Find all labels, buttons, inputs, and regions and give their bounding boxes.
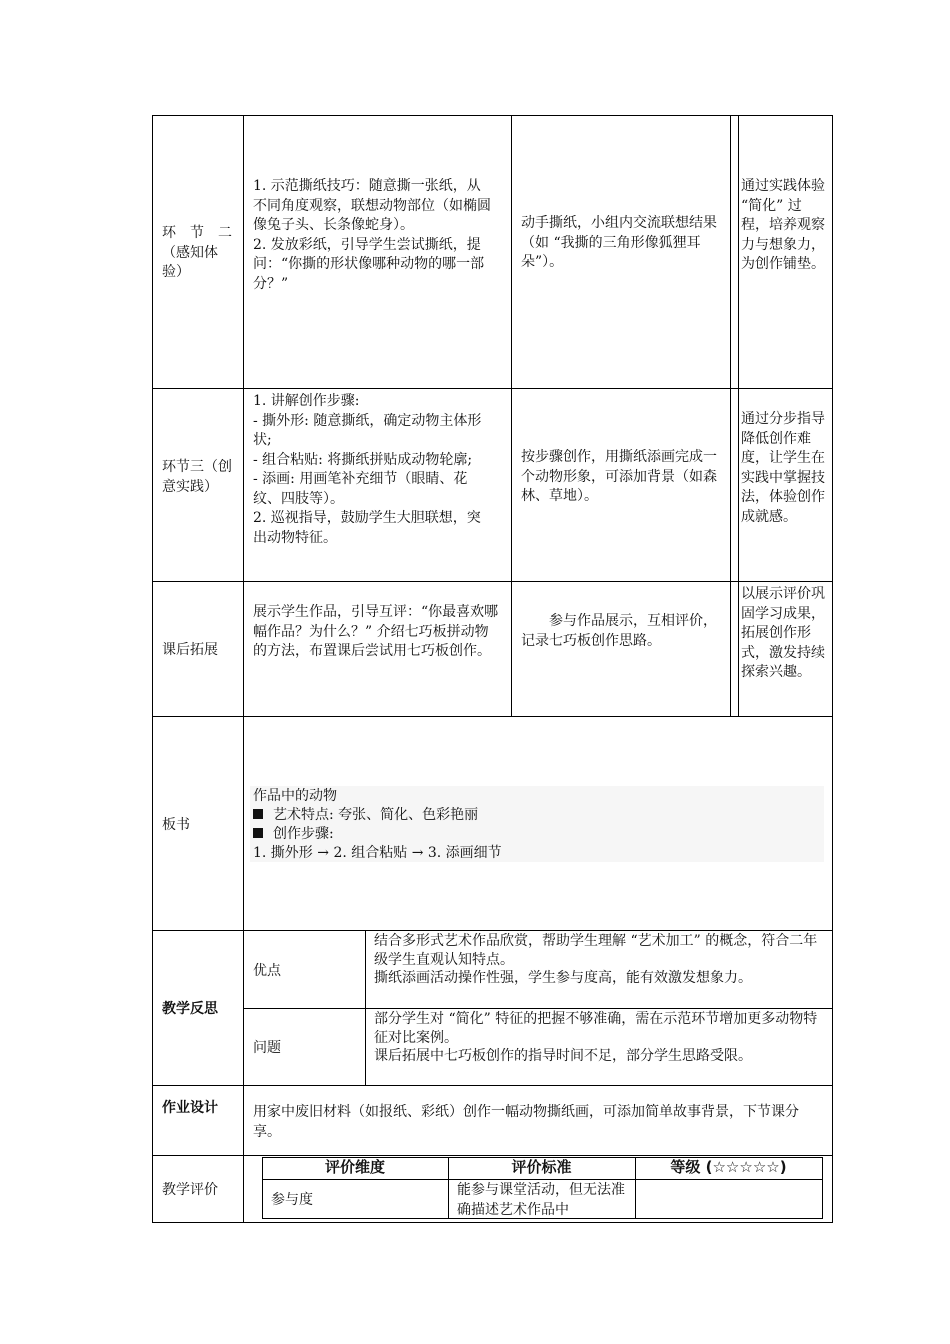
eval-table-border [262, 1179, 823, 1180]
reflection-strengths-label: 优点 [253, 963, 281, 979]
border-bottom [152, 1222, 833, 1223]
homework-label: 作业设计 [162, 1100, 218, 1116]
eval-header-dimension: 评价维度 [324, 1158, 385, 1176]
col-divider [511, 115, 512, 716]
stage-two-student-activity: 动手撕纸，小组内交流联想结果（如 “我撕的三角形像狐狸耳朵”）。 [521, 215, 717, 270]
col-divider [730, 115, 731, 716]
reflection-strengths-text: 结合多形式艺术作品欣赏，帮助学生理解 “艺术加工” 的概念，符合二年级学生直观认知特点。 撕纸添画活动操作性强，学生参与度高，能有效激发想象力。 [374, 933, 818, 986]
row-divider [152, 930, 833, 931]
stage-three-teacher-activity: 1. 讲解创作步骤: - 撕外形: 随意撕纸，确定动物主体形状; - 组合粘贴: 将撕纸拼贴成动物轮廓; - 添画: 用画笔补充细节（眼睛、花纹、四肢等）。 2. 巡视指导，鼓励学生大胆联想，突出动物特征。 [253, 393, 482, 546]
extension-label: 课后拓展 [162, 642, 218, 658]
stage-three-label: 环节三（创意实践） [162, 459, 232, 495]
eval-row-dimension: 参与度 [271, 1192, 313, 1208]
board-steps-heading: 创作步骤: [273, 826, 334, 842]
eval-header-grade: 等级 (☆☆☆☆☆) [670, 1158, 787, 1176]
col-divider [243, 115, 244, 1223]
reflection-issues-text: 部分学生对 “简化” 特征的把握不够准确，需在示范环节增加更多动物特征对比案例。 课后拓展中七巧板创作的指导时间不足，部分学生思路受限。 [374, 1011, 818, 1064]
stage-three-student-activity: 按步骤创作，用撕纸添画完成一个动物形象，可添加背景（如森林、草地）。 [521, 449, 717, 504]
col-divider [738, 115, 739, 716]
row-divider [152, 1085, 833, 1086]
stage-two-design-intent: 通过实践体验 “简化” 过程，培养观察力与想象力，为创作铺垫。 [741, 178, 830, 272]
board-features-text: 艺术特点: 夸张、简化、色彩艳丽 [273, 807, 479, 823]
stage-two-label: 环 节 二（感知体验） [162, 225, 232, 280]
row-divider [152, 1155, 833, 1156]
square-bullet-icon [253, 828, 263, 838]
extension-design-intent: 以展示评价巩固学习成果，拓展创作形式，激发持续探索兴趣。 [741, 586, 825, 680]
eval-row-criteria: 能参与课堂活动，但无法准确描述艺术作品中 [457, 1182, 625, 1218]
extension-student-activity: 参与作品展示，互相评价，记录七巧板创作思路。 [521, 613, 717, 649]
board-steps-sequence: 1. 撕外形 → 2. 组合粘贴 → 3. 添画细节 [253, 845, 502, 861]
reflection-label: 教学反思 [162, 1001, 218, 1017]
reflection-row-divider [243, 1008, 833, 1009]
extension-teacher-activity: 展示学生作品，引导互评：“你最喜欢哪幅作品？为什么？” 介绍七巧板拼动物的方法，布置课后尝试用七巧板创作。 [253, 604, 499, 659]
evaluation-label: 教学评价 [162, 1182, 218, 1198]
board-label: 板书 [162, 817, 190, 833]
board-line-steps [253, 825, 813, 845]
reflection-issues-label: 问题 [253, 1040, 281, 1056]
homework-text: 用家中废旧材料（如报纸、彩纸）创作一幅动物撕纸画，可添加简单故事背景，下节课分享。 [253, 1104, 799, 1140]
square-bullet-icon [253, 809, 263, 819]
eval-header-criteria: 评价标准 [511, 1158, 572, 1176]
board-line-features [253, 806, 813, 826]
eval-table-border [822, 1157, 823, 1219]
row-divider [152, 716, 833, 717]
stage-two-teacher-activity: 1. 示范撕纸技巧：随意撕一张纸，从不同角度观察，联想动物部位（如椭圆像兔子头、长条像蛇身）。 2. 发放彩纸，引导学生尝试撕纸，提问：“你撕的形状像哪种动物的哪一部分？” [253, 178, 491, 292]
border-left [152, 115, 153, 1223]
stage-three-design-intent: 通过分步指导降低创作难度，让学生在实践中掌握技法，体验创作成就感。 [741, 411, 825, 525]
border-right [832, 115, 833, 1223]
board-title: 作品中的动物 [253, 788, 337, 804]
